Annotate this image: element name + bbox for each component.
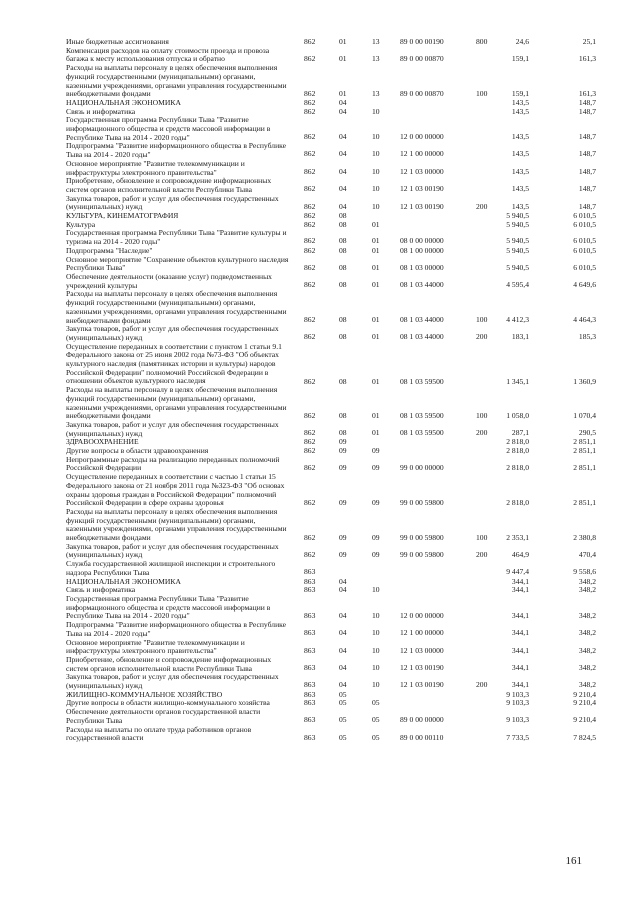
table-row	[66, 256, 596, 273]
subsection-code-cell: 10	[372, 166, 380, 176]
amount-first-cell: 344,1	[511, 680, 529, 690]
table-row	[66, 64, 596, 99]
amount-second-cell: 2 851,1	[573, 462, 596, 472]
amount-second-cell: 6 010,5	[573, 211, 596, 221]
expense-type-cell: 800	[476, 37, 488, 46]
section-code-cell: 04	[339, 628, 347, 638]
row-name-cell: Приобретение, обновление и сопровождение информационных систем органов исполнительной власти Республики Тыва	[66, 176, 272, 194]
subsection-code-cell: 10	[372, 645, 380, 655]
subsection-code-cell: 10	[372, 628, 380, 638]
amount-second-cell: 9 210,4	[573, 698, 596, 708]
amount-first-cell: 143,5	[511, 184, 529, 194]
row-name-cell: Связь и информатика	[66, 585, 136, 595]
amount-second-cell: 148,7	[578, 201, 596, 211]
ministry-code-cell: 862	[304, 549, 316, 559]
ministry-code-cell: 863	[304, 698, 316, 708]
row-name-cell: Иные бюджетные ассигнования	[66, 37, 169, 46]
expense-type-cell: 200	[476, 332, 488, 342]
row-name-cell: Расходы на выплаты персоналу в целях обеспечения выполнения функций государственными (муниципальными) органами, казенными учреждениями, органами управления государственными внебюджетными фондами	[66, 63, 287, 99]
amount-second-cell: 290,5	[578, 427, 596, 437]
target-article-cell: 12 1 03 00190	[400, 680, 444, 690]
row-name-cell: НАЦИОНАЛЬНАЯ ЭКОНОМИКА	[66, 576, 181, 586]
section-code-cell: 08	[339, 279, 347, 289]
amount-second-cell: 348,2	[578, 628, 596, 638]
section-code-cell: 08	[339, 427, 347, 437]
row-name-cell: ЖИЛИЩНО-КОММУНАЛЬНОЕ ХОЗЯЙСТВО	[66, 689, 223, 699]
ministry-code-cell: 863	[304, 567, 316, 577]
row-name-cell: Расходы на выплаты персоналу в целях обеспечения выполнения функций государственными (муниципальными) органами, казенными учреждениями, органами управления государственными внебюджетными фондами	[66, 289, 287, 325]
ministry-code-cell: 862	[304, 166, 316, 176]
table-row	[66, 47, 596, 64]
amount-first-cell: 5 940,5	[506, 219, 529, 229]
target-article-cell: 08 1 03 59500	[400, 427, 444, 437]
budget-table	[66, 38, 596, 743]
target-article-cell: 99 0 00 59800	[400, 498, 444, 508]
amount-second-cell: 2 380,8	[573, 532, 596, 542]
amount-first-cell: 4 595,4	[506, 279, 529, 289]
table-row	[66, 325, 596, 342]
target-article-cell: 89 0 00 00110	[400, 732, 444, 742]
amount-second-cell: 6 010,5	[573, 236, 596, 246]
amount-first-cell: 344,1	[511, 662, 529, 672]
subsection-code-cell: 01	[372, 245, 380, 255]
subsection-code-cell: 10	[372, 611, 380, 620]
subsection-code-cell: 10	[372, 201, 380, 211]
target-article-cell: 89 0 00 00870	[400, 89, 444, 99]
amount-second-cell: 470,4	[578, 549, 596, 559]
row-name-cell: Обеспечение деятельности органов государственной власти Республики Тыва	[66, 707, 261, 725]
subsection-code-cell: 05	[372, 698, 380, 708]
ministry-code-cell: 862	[304, 462, 316, 472]
amount-second-cell: 348,2	[578, 680, 596, 690]
ministry-code-cell: 862	[304, 315, 316, 325]
target-article-cell: 08 1 03 00000	[400, 262, 444, 272]
amount-second-cell: 9 210,4	[573, 689, 596, 699]
subsection-code-cell: 09	[372, 549, 380, 559]
amount-second-cell: 2 851,1	[573, 498, 596, 508]
row-name-cell: НАЦИОНАЛЬНАЯ ЭКОНОМИКА	[66, 97, 181, 107]
amount-second-cell: 25,1	[582, 37, 596, 46]
row-name-cell: Государственная программа Республики Тыва "Развитие культуры и туризма на 2014 - 2020 годы"	[66, 228, 287, 247]
table-row	[66, 673, 596, 690]
subsection-code-cell: 09	[372, 462, 380, 472]
row-name-cell: Подпрограмма "Развитие информационного общества в Республике Тыва на 2014 - 2020 годы"	[66, 141, 287, 160]
section-code-cell: 09	[339, 532, 347, 542]
section-code-cell: 04	[339, 132, 347, 142]
target-article-cell: 08 1 03 59500	[400, 411, 444, 421]
ministry-code-cell: 862	[304, 37, 316, 46]
amount-first-cell: 5 940,5	[506, 262, 529, 272]
ministry-code-cell: 863	[304, 689, 316, 699]
ministry-code-cell: 862	[304, 279, 316, 289]
amount-second-cell: 348,2	[578, 585, 596, 595]
section-code-cell: 09	[339, 446, 347, 456]
amount-first-cell: 2 353,1	[506, 532, 529, 542]
subsection-code-cell: 05	[372, 715, 380, 725]
row-name-cell: Государственная программа Республики Тыва "Развитие информационного общества и средств массовой информации в Республике Тыва на 2014 - 2020 годы"	[66, 594, 271, 621]
amount-first-cell: 9 447,4	[506, 567, 529, 577]
expense-type-cell: 200	[476, 427, 488, 437]
amount-second-cell: 148,7	[578, 166, 596, 176]
section-code-cell: 04	[339, 662, 347, 672]
target-article-cell: 12 1 03 00190	[400, 201, 444, 211]
amount-first-cell: 143,5	[511, 149, 529, 159]
section-code-cell: 04	[339, 166, 347, 176]
section-code-cell: 08	[339, 376, 347, 386]
target-article-cell: 99 0 00 59800	[400, 549, 444, 559]
row-name-cell: Расходы на выплаты персоналу в целях обеспечения выполнения функций государственными (муниципальными) органами, казенными учреждениями, органами управления государственными внебюджетными фондами	[66, 506, 287, 543]
row-name-cell: Приобретение, обновление и сопровождение информационных систем органов исполнительной власти Республики Тыва	[66, 654, 272, 673]
target-article-cell: 12 1 03 00000	[400, 166, 444, 176]
amount-first-cell: 5 940,5	[506, 211, 529, 221]
expense-type-cell: 200	[476, 549, 488, 559]
ministry-code-cell: 862	[304, 332, 316, 342]
ministry-code-cell: 862	[304, 376, 316, 386]
ministry-code-cell: 862	[304, 245, 316, 255]
subsection-code-cell: 09	[372, 446, 380, 456]
section-code-cell: 08	[339, 219, 347, 229]
amount-second-cell: 2 851,1	[573, 446, 596, 456]
section-code-cell: 08	[339, 262, 347, 272]
amount-second-cell: 148,7	[578, 106, 596, 116]
table-row	[66, 343, 596, 387]
ministry-code-cell: 863	[304, 680, 316, 690]
row-name-cell: Осуществление переданных в соответствии с частью 1 статьи 15 Федерального закона от 21 ноября 2011 года №323-ФЗ "Об основах охраны здоровья граждан в Российской Федерации" полномочий Российской Федерации в сфере охраны здоровья	[66, 472, 285, 508]
amount-first-cell: 143,5	[511, 132, 529, 142]
target-article-cell: 08 1 03 44000	[400, 279, 444, 289]
amount-first-cell: 24,6	[515, 37, 529, 46]
expense-type-cell: 100	[476, 532, 488, 542]
row-name-cell: Закупка товаров, работ и услуг для обеспечения государственных (муниципальных) нужд	[66, 541, 279, 560]
table-row	[66, 116, 596, 142]
amount-first-cell: 344,1	[511, 576, 529, 586]
section-code-cell: 05	[339, 715, 347, 725]
amount-first-cell: 2 818,0	[506, 498, 529, 508]
ministry-code-cell: 862	[304, 219, 316, 229]
row-name-cell: Подпрограмма "Наследие"	[66, 245, 153, 255]
row-name-cell: Закупка товаров, работ и услуг для обеспечения государственных (муниципальных) нужд	[66, 193, 279, 212]
subsection-code-cell: 01	[372, 427, 380, 437]
target-article-cell: 08 0 00 00000	[400, 236, 444, 246]
section-code-cell: 08	[339, 315, 347, 325]
amount-first-cell: 287,1	[511, 427, 529, 437]
amount-second-cell: 6 010,5	[573, 262, 596, 272]
row-name-cell: Закупка товаров, работ и услуг для обеспечения государственных (муниципальных) нужд	[66, 324, 279, 342]
subsection-code-cell: 09	[372, 498, 380, 508]
amount-first-cell: 9 103,3	[506, 689, 529, 699]
amount-first-cell: 159,1	[511, 53, 529, 63]
section-code-cell: 08	[339, 245, 347, 255]
page-number: 161	[565, 855, 582, 867]
amount-second-cell: 6 010,5	[573, 219, 596, 229]
ministry-code-cell: 863	[304, 585, 316, 595]
row-name-cell: ЗДРАВООХРАНЕНИЕ	[66, 437, 139, 447]
row-name-cell: Закупка товаров, работ и услуг для обеспечения государственных (муниципальных) нужд	[66, 419, 279, 438]
amount-first-cell: 5 940,5	[506, 245, 529, 255]
table-row	[66, 386, 596, 421]
amount-first-cell: 2 818,0	[506, 462, 529, 472]
table-row	[66, 177, 596, 194]
amount-first-cell: 2 818,0	[506, 437, 529, 447]
amount-first-cell: 143,5	[511, 201, 529, 211]
ministry-code-cell: 862	[304, 211, 316, 221]
ministry-code-cell: 862	[304, 411, 316, 421]
row-name-cell: Основное мероприятие "Развитие телекоммуникации и инфраструктуры электронного правительства"	[66, 158, 245, 177]
amount-second-cell: 2 851,1	[573, 437, 596, 447]
section-code-cell: 04	[339, 201, 347, 211]
target-article-cell: 99 0 00 59800	[400, 532, 444, 542]
table-row	[66, 473, 596, 508]
row-name-cell: Обеспечение деятельности (оказание услуг) подведомственных учреждений культуры	[66, 271, 272, 290]
amount-first-cell: 159,1	[511, 89, 529, 99]
table-row	[66, 160, 596, 177]
row-name-cell: Непрограммные расходы на реализацию переданных полномочий Российской Федерации	[66, 454, 280, 473]
amount-first-cell: 1 058,0	[506, 411, 529, 421]
amount-second-cell: 4 464,3	[573, 315, 596, 325]
target-article-cell: 08 1 03 44000	[400, 332, 444, 342]
amount-second-cell: 1 360,9	[573, 376, 596, 386]
ministry-code-cell: 863	[304, 662, 316, 672]
ministry-code-cell: 862	[304, 149, 316, 159]
ministry-code-cell: 862	[304, 532, 316, 542]
amount-first-cell: 7 733,5	[506, 732, 529, 742]
target-article-cell: 12 1 00 00000	[400, 628, 444, 638]
subsection-code-cell: 13	[372, 89, 380, 99]
amount-first-cell: 183,1	[511, 332, 529, 342]
amount-second-cell: 161,3	[578, 53, 596, 63]
row-name-cell: Связь и информатика	[66, 106, 136, 116]
section-code-cell: 01	[339, 89, 347, 99]
amount-first-cell: 5 940,5	[506, 236, 529, 246]
ministry-code-cell: 862	[304, 184, 316, 194]
section-code-cell: 04	[339, 680, 347, 690]
table-row	[66, 290, 596, 325]
target-article-cell: 12 1 00 00000	[400, 149, 444, 159]
amount-second-cell: 6 010,5	[573, 245, 596, 255]
section-code-cell: 09	[339, 437, 347, 447]
target-article-cell: 12 1 03 00190	[400, 184, 444, 194]
subsection-code-cell: 01	[372, 236, 380, 246]
section-code-cell: 04	[339, 611, 347, 620]
row-name-cell: Подпрограмма "Развитие информационного общества в Республике Тыва на 2014 - 2020 годы"	[66, 620, 287, 638]
section-code-cell: 08	[339, 411, 347, 421]
table-row	[66, 421, 596, 438]
subsection-code-cell: 01	[372, 332, 380, 342]
table-row	[66, 639, 596, 656]
table-row	[66, 273, 596, 290]
subsection-code-cell: 10	[372, 106, 380, 116]
ministry-code-cell: 862	[304, 53, 316, 63]
expense-type-cell: 100	[476, 315, 488, 325]
row-name-cell: Культура	[66, 219, 96, 229]
ministry-code-cell: 862	[304, 97, 316, 107]
expense-type-cell: 100	[476, 411, 488, 421]
subsection-code-cell: 01	[372, 219, 380, 229]
subsection-code-cell: 10	[372, 662, 380, 672]
subsection-code-cell: 01	[372, 279, 380, 289]
row-name-cell: Государственная программа Республики Тыва "Развитие информационного общества и средств массовой информации в Республике Тыва на 2014 - 2020 годы"	[66, 115, 271, 142]
amount-first-cell: 4 412,3	[506, 315, 529, 325]
section-code-cell: 09	[339, 498, 347, 508]
table-row	[66, 543, 596, 560]
table-row	[66, 142, 596, 159]
amount-second-cell: 348,2	[578, 662, 596, 672]
section-code-cell: 04	[339, 97, 347, 107]
amount-first-cell: 344,1	[511, 645, 529, 655]
subsection-code-cell: 01	[372, 411, 380, 421]
target-article-cell: 12 1 03 00190	[400, 662, 444, 672]
ministry-code-cell: 863	[304, 611, 316, 620]
amount-first-cell: 344,1	[511, 628, 529, 638]
subsection-code-cell: 10	[372, 132, 380, 142]
section-code-cell: 04	[339, 576, 347, 586]
target-article-cell: 08 1 00 00000	[400, 245, 444, 255]
amount-second-cell: 148,7	[578, 149, 596, 159]
amount-first-cell: 2 818,0	[506, 446, 529, 456]
table-row	[66, 621, 596, 638]
amount-second-cell: 348,2	[578, 611, 596, 620]
section-code-cell: 08	[339, 211, 347, 221]
target-article-cell: 99 0 00 00000	[400, 462, 444, 472]
row-name-cell: Закупка товаров, работ и услуг для обеспечения государственных (муниципальных) нужд	[66, 672, 279, 691]
amount-second-cell: 7 824,5	[573, 732, 596, 742]
amount-first-cell: 344,1	[511, 585, 529, 595]
table-row	[66, 456, 596, 473]
ministry-code-cell: 862	[304, 236, 316, 246]
row-name-cell: Служба государственной жилищной инспекции и строительного надзора Республики Тыва	[66, 559, 276, 577]
ministry-code-cell: 862	[304, 427, 316, 437]
table-row	[66, 708, 596, 725]
section-code-cell: 08	[339, 236, 347, 246]
target-article-cell: 08 1 03 59500	[400, 376, 444, 386]
table-row	[66, 195, 596, 212]
expense-type-cell: 100	[476, 89, 488, 99]
section-code-cell: 05	[339, 698, 347, 708]
row-name-cell: Осуществление переданных в соответствии с пунктом 1 статьи 9.1 Федерального закона от 25 июня 2002 года №73-ФЗ "Об объектах культурного наследия (памятниках истории и культуры) народов Российской Федерации" полномочий Российской Федерации в отношении объектов культурного наследия	[66, 341, 282, 386]
ministry-code-cell: 862	[304, 132, 316, 142]
ministry-code-cell: 862	[304, 437, 316, 447]
subsection-code-cell: 10	[372, 680, 380, 690]
target-article-cell: 89 0 00 00870	[400, 53, 444, 63]
table-row	[66, 726, 596, 743]
ministry-code-cell: 863	[304, 715, 316, 725]
amount-first-cell: 143,5	[511, 97, 529, 107]
ministry-code-cell: 862	[304, 106, 316, 116]
amount-second-cell: 348,2	[578, 576, 596, 586]
amount-second-cell: 148,7	[578, 132, 596, 142]
row-name-cell: КУЛЬТУРА, КИНЕМАТОГРАФИЯ	[66, 211, 179, 221]
amount-first-cell: 143,5	[511, 106, 529, 116]
section-code-cell: 09	[339, 462, 347, 472]
ministry-code-cell: 862	[304, 201, 316, 211]
section-code-cell: 04	[339, 184, 347, 194]
amount-second-cell: 4 649,6	[573, 279, 596, 289]
row-name-cell: Компенсация расходов на оплату стоимости проезда и провоза багажа к месту использования отпуска и обратно	[66, 45, 270, 64]
subsection-code-cell: 10	[372, 585, 380, 595]
ministry-code-cell: 863	[304, 576, 316, 586]
target-article-cell: 89 0 00 00000	[400, 715, 444, 725]
section-code-cell: 04	[339, 106, 347, 116]
expense-type-cell: 200	[476, 680, 488, 690]
ministry-code-cell: 862	[304, 89, 316, 99]
row-name-cell: Другие вопросы в области жилищно-коммунального хозяйства	[66, 698, 270, 708]
amount-second-cell: 161,3	[578, 89, 596, 99]
target-article-cell: 12 1 03 00000	[400, 645, 444, 655]
subsection-code-cell: 13	[372, 37, 380, 46]
amount-first-cell: 464,9	[511, 549, 529, 559]
subsection-code-cell: 09	[372, 532, 380, 542]
amount-first-cell: 344,1	[511, 611, 529, 620]
row-name-cell: Расходы на выплаты персоналу в целях обеспечения выполнения функций государственными (муниципальными) органами, казенными учреждениями, органами управления государственными внебюджетными фондами	[66, 385, 287, 421]
subsection-code-cell: 10	[372, 149, 380, 159]
subsection-code-cell: 01	[372, 315, 380, 325]
section-code-cell: 04	[339, 645, 347, 655]
table-row	[66, 508, 596, 543]
amount-second-cell: 148,7	[578, 184, 596, 194]
subsection-code-cell: 05	[372, 732, 380, 742]
row-name-cell: Расходы на выплаты по оплате труда работников органов государственной власти	[66, 724, 252, 743]
target-article-cell: 89 0 00 00190	[400, 37, 444, 46]
subsection-code-cell: 10	[372, 184, 380, 194]
table-row	[66, 229, 596, 246]
subsection-code-cell: 01	[372, 262, 380, 272]
target-article-cell: 08 1 03 44000	[400, 315, 444, 325]
amount-first-cell: 143,5	[511, 166, 529, 176]
table-row	[66, 560, 596, 577]
amount-second-cell: 148,7	[578, 97, 596, 107]
table-row	[66, 656, 596, 673]
section-code-cell: 01	[339, 53, 347, 63]
row-name-cell: Другие вопросы в области здравоохранения	[66, 446, 209, 456]
row-name-cell: Основное мероприятие "Сохранение объектов культурного наследия Республики Тыва"	[66, 254, 289, 273]
section-code-cell: 09	[339, 549, 347, 559]
amount-second-cell: 348,2	[578, 645, 596, 655]
ministry-code-cell: 863	[304, 645, 316, 655]
ministry-code-cell: 863	[304, 732, 316, 742]
section-code-cell: 05	[339, 732, 347, 742]
amount-first-cell: 1 345,1	[506, 376, 529, 386]
section-code-cell: 08	[339, 332, 347, 342]
ministry-code-cell: 862	[304, 498, 316, 508]
amount-first-cell: 9 103,3	[506, 698, 529, 708]
row-name-cell: Основное мероприятие "Развитие телекоммуникации и инфраструктуры электронного правительства"	[66, 637, 245, 656]
table-row	[66, 595, 596, 621]
amount-second-cell: 185,3	[578, 332, 596, 342]
subsection-code-cell: 13	[372, 53, 380, 63]
target-article-cell: 12 0 00 00000	[400, 132, 444, 142]
subsection-code-cell: 01	[372, 376, 380, 386]
target-article-cell: 12 0 00 00000	[400, 611, 444, 620]
section-code-cell: 04	[339, 585, 347, 595]
section-code-cell: 04	[339, 149, 347, 159]
amount-second-cell: 9 210,4	[573, 715, 596, 725]
section-code-cell: 01	[339, 37, 347, 46]
ministry-code-cell: 862	[304, 446, 316, 456]
amount-second-cell: 1 070,4	[573, 411, 596, 421]
amount-first-cell: 9 103,3	[506, 715, 529, 725]
ministry-code-cell: 862	[304, 262, 316, 272]
expense-type-cell: 200	[476, 201, 488, 211]
section-code-cell: 05	[339, 689, 347, 699]
ministry-code-cell: 863	[304, 628, 316, 638]
amount-second-cell: 9 558,6	[573, 567, 596, 577]
